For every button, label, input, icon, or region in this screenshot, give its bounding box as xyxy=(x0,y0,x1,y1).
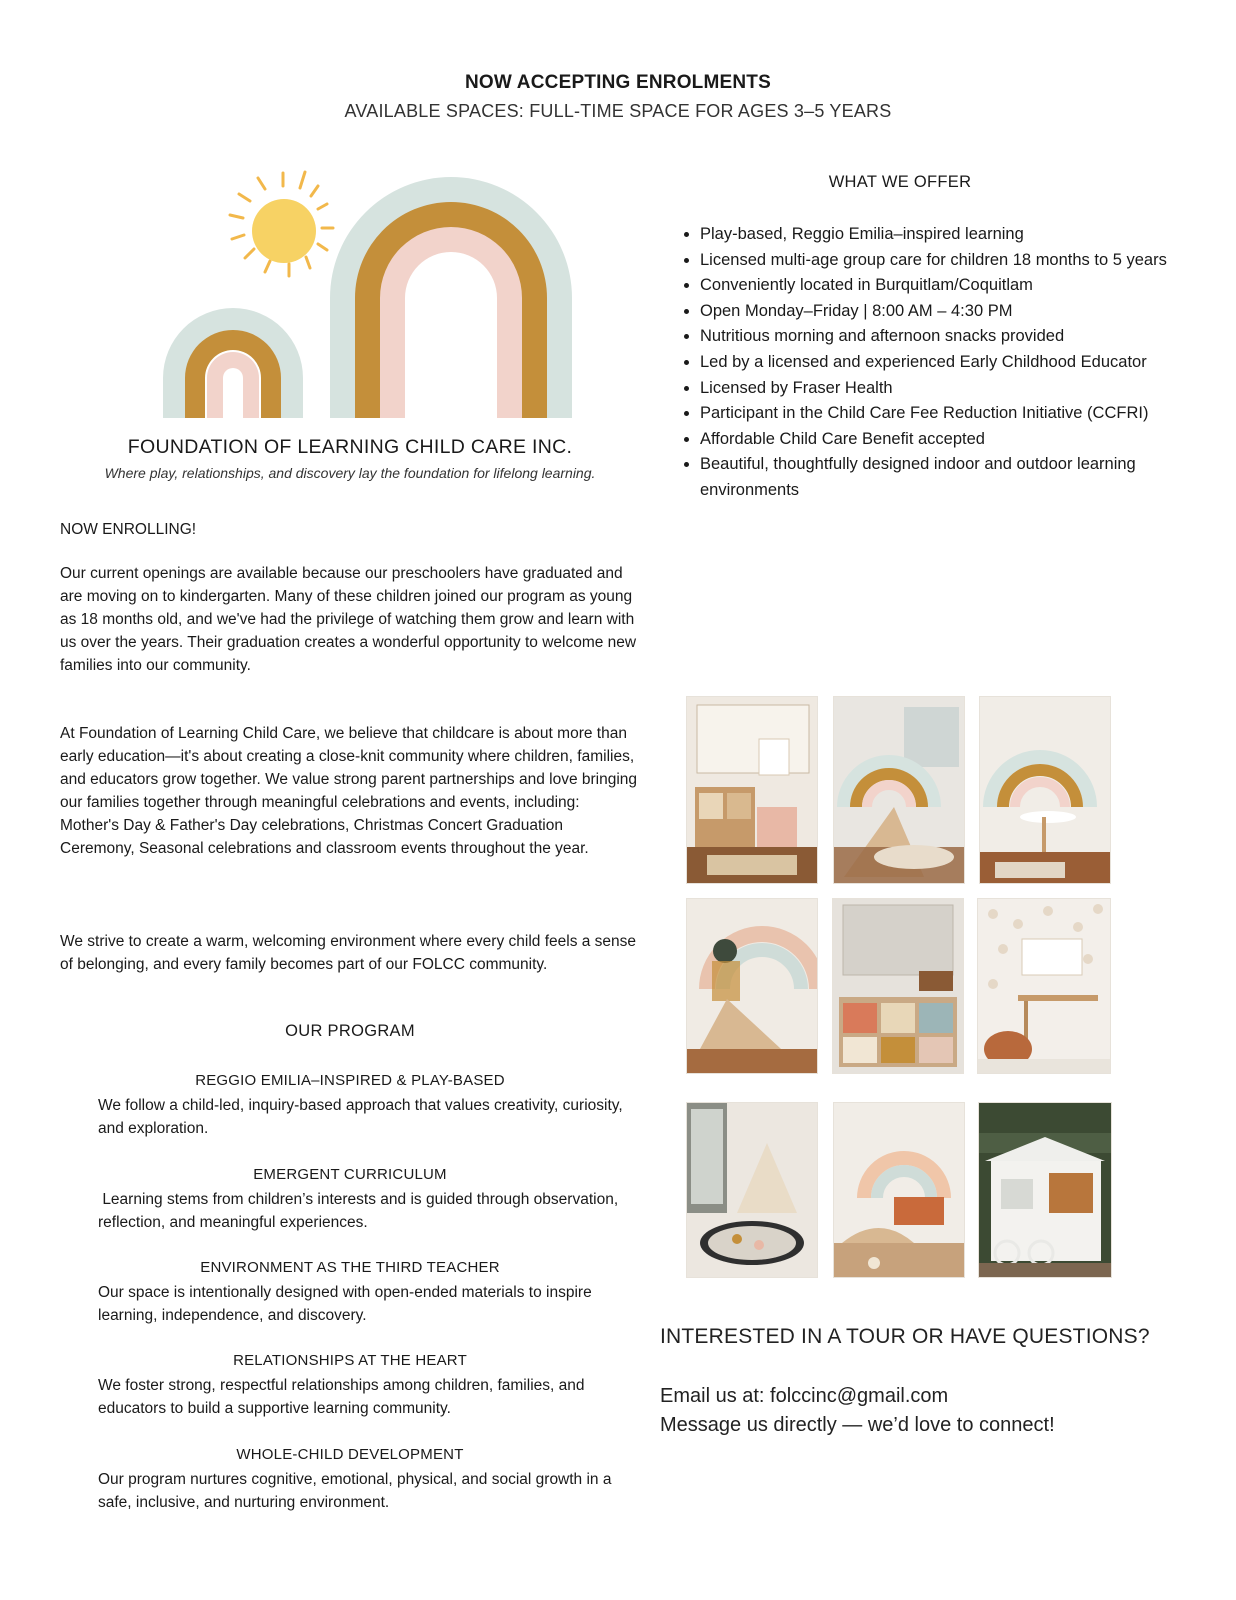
organization-name: FOUNDATION OF LEARNING CHILD CARE INC. xyxy=(127,436,573,458)
program-section-heading: EMERGENT CURRICULUM xyxy=(253,1166,447,1183)
offer-item: • Conveniently located in Burquitlam/Coquitlam xyxy=(700,273,1190,299)
contact-block xyxy=(660,1382,1055,1440)
organization-tagline: Where play, relationships, and discovery lay the foundation for lifelong learning. xyxy=(104,465,596,481)
offer-item: • Affordable Child Care Benefit accepted xyxy=(700,427,1190,453)
program-section-heading: REGGIO EMILIA–INSPIRED & PLAY-BASED xyxy=(195,1072,505,1089)
what-we-offer-heading: WHAT WE OFFER xyxy=(828,173,972,191)
offer-item: • Open Monday–Friday | 8:00 AM – 4:30 PM xyxy=(700,299,1190,325)
our-program-heading: OUR PROGRAM xyxy=(285,1022,415,1040)
offer-item: • Beautiful, thoughtfully designed indoor and outdoor learning environments xyxy=(700,452,1190,503)
offer-item: • Nutritious morning and afternoon snacks provided xyxy=(700,324,1190,350)
offer-item: • Licensed multi-age group care for children 18 months to 5 years xyxy=(700,248,1190,274)
program-section-body: Our program nurtures cognitive, emotional, physical, and social growth in a safe, inclusive, and nurturing environment. xyxy=(98,1471,612,1511)
teepee-playmat-photo xyxy=(686,1102,818,1278)
offer-item: • Led by a licensed and experienced Early Childhood Educator xyxy=(700,350,1190,376)
program-section-body: Learning stems from children’s interests and is guided through observation, reflection, and meaningful experiences. xyxy=(98,1191,623,1231)
map-bookshelf-photo xyxy=(832,898,964,1074)
rainbow-wall-balance-board-photo xyxy=(833,1102,965,1278)
enrolment-headline: NOW ACCEPTING ENROLMENTS xyxy=(465,72,771,93)
offer-item: • Participant in the Child Care Fee Reduction Initiative (CCFRI) xyxy=(700,401,1190,427)
dotted-wall-desk-photo xyxy=(977,898,1111,1074)
openings-paragraph: Our current openings are available because our preschoolers have graduated and are moving on to kindergarten. Many of these children joined our program as young as 18 months old, and we've had the privilege of watching them grow and learn with us over the years. Their graduation creates a wonderful opportunity to welcome new families into our community. xyxy=(60,565,637,674)
belonging-paragraph: We strive to create a warm, welcoming environment where every child feels a sense of belonging, and every family becomes part of our FOLCC community. xyxy=(60,933,637,973)
child-on-climber-photo xyxy=(686,898,818,1074)
small-rainbow-icon xyxy=(163,308,303,418)
program-section-body: We foster strong, respectful relationships among children, families, and educators to build a supportive learning community. xyxy=(98,1377,585,1417)
program-section-body: We follow a child-led, inquiry-based approach that values creativity, curiosity, and exploration. xyxy=(98,1097,623,1137)
program-section-body: Our space is intentionally designed with open-ended materials to inspire learning, independence, and discovery. xyxy=(98,1284,592,1324)
rainbow-mural-table-photo xyxy=(979,696,1111,884)
community-paragraph xyxy=(60,722,640,860)
outdoor-playhouse-photo xyxy=(978,1102,1112,1278)
now-enrolling-heading: NOW ENROLLING! xyxy=(60,521,197,538)
email-line: Email us at: folccinc@gmail.com xyxy=(660,1385,949,1407)
rainbow-wall-climber-photo xyxy=(833,696,965,884)
program-section-heading: WHOLE-CHILD DEVELOPMENT xyxy=(236,1446,464,1463)
large-rainbow-icon xyxy=(330,177,572,418)
community-paragraph-intro: At Foundation of Learning Child Care, we believe that childcare is about more than early education—it's about creating a close-knit community where children, families, and educators grow together. We value strong parent partnerships and love bringing our families together through meaningful celebrations and events, including: xyxy=(60,725,638,811)
community-events-list: Mother's Day & Father's Day celebrations, Christmas Concert Graduation Ceremony, Seasonal celebrations and classroom events throughout the year. xyxy=(60,817,589,857)
classroom-shelves-photo xyxy=(686,696,818,884)
available-spaces-subtitle: AVAILABLE SPACES: FULL-TIME SPACE FOR AGES 3–5 YEARS xyxy=(344,101,892,121)
tour-question-heading: INTERESTED IN A TOUR OR HAVE QUESTIONS? xyxy=(660,1325,1150,1348)
program-section-heading: RELATIONSHIPS AT THE HEART xyxy=(233,1352,467,1369)
offer-item: • Play-based, Reggio Emilia–inspired learning xyxy=(700,222,1190,248)
rainbow-sun-logo xyxy=(155,168,590,428)
sun-icon xyxy=(252,199,316,263)
offer-item: • Licensed by Fraser Health xyxy=(700,376,1190,402)
message-line: Message us directly — we’d love to connect! xyxy=(660,1414,1055,1436)
offer-list xyxy=(672,222,1190,504)
program-section-heading: ENVIRONMENT AS THE THIRD TEACHER xyxy=(200,1259,500,1276)
